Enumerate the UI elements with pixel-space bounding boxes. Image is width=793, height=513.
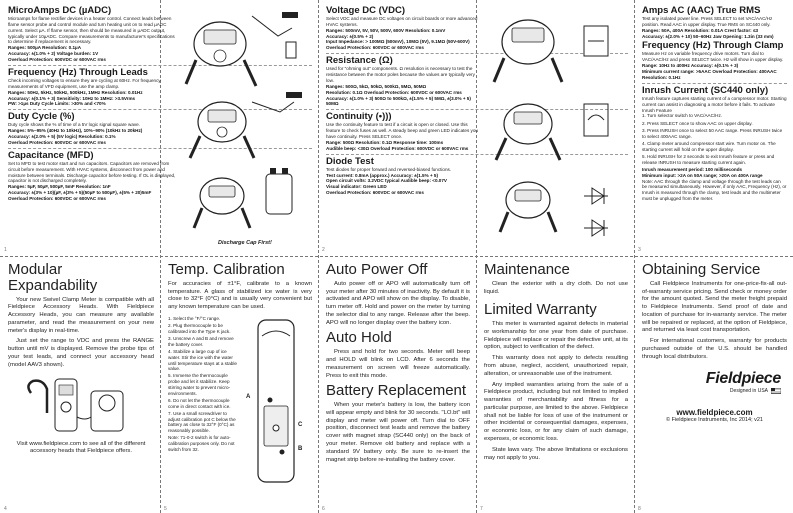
panel-modular <box>0 258 160 513</box>
resistance-spec: Resolution: 0.1Ω Overload Protection: 600VDC or 600VAC rms <box>326 89 462 95</box>
paragraph: For international customers, warranty for products purchased outside of the U.S. should be handled through local distributors. <box>642 338 787 360</box>
frequency-clamp-title: Frequency (Hz) Through Clamp <box>642 40 784 52</box>
paragraph: Just set the range to VDC and press the RANGE button until mV is displayed. Remove the probe tips of your test leads, and connect your accessory head (model AAV3 shown). <box>8 338 154 368</box>
paragraph: This meter is warranted against defects in material or workmanship for one year from date of purchase. Fieldpiece will replace or repair the defective unit, at its option, subject to verification of the defect. <box>484 321 628 351</box>
frequency-clamp-spec: Range: 10Hz to 400Hz Accuracy: ±(0.1% + 3) <box>642 63 739 69</box>
vdc-title: Voltage DC (VDC) <box>326 5 405 16</box>
list-item: 1. Select the °F/°C range. <box>168 315 221 321</box>
continuity-title: Continuity (•))) <box>326 111 392 123</box>
contact-block <box>642 408 787 423</box>
modular-title: Modular Expandability <box>8 261 98 294</box>
frequency-body: Check incoming voltages to ensure they are cycling at 60Hz. For frequency measurements of VFD equipment, use the amp clamp. <box>8 77 161 89</box>
accessory-head-icon <box>21 373 141 441</box>
paragraph: Your new Swivel Clamp Meter is compatible with all Fieldpiece Accessory Heads. With Fieldpiece Accessory Heads, you can measure any available parameter, and read the measurement on your new meter's display in real-time. <box>8 296 154 334</box>
hold-title: Auto Hold <box>326 329 392 347</box>
capacitance-title: Capacitance (MFD) <box>8 149 94 161</box>
vdc-spec: Overload Protection: 600VDC or 600VAC rms <box>326 45 424 51</box>
fold-line-horizontal <box>0 256 793 257</box>
paragraph: State laws vary. The above limitations or exclusions may not apply to you. <box>484 446 628 461</box>
section-inrush <box>642 86 787 202</box>
panel-measurements-1 <box>0 0 318 254</box>
list-item: 4. Stabilize a large cup of ice water. Stir the ice with the water until temperature stays at a stable value. <box>168 349 237 372</box>
clamp-meter-icon <box>186 22 256 86</box>
frequency-clamp-spec: Minimum current range: >5AAC Overload Protection: 400AAC <box>642 69 777 75</box>
inrush-spec: Minimum input: >2A on 50A range; >20A on 400A range <box>642 172 763 178</box>
probe-icon <box>584 104 608 136</box>
capacitor-icon <box>266 168 292 214</box>
microamps-spec: Ranges: 500µA Resolution: 0.1µA <box>8 45 82 51</box>
modular-footer: Visit www.fieldpiece.com to see all of the different accessory heads that Fieldpiece offers. <box>16 440 146 455</box>
page-number: 4 <box>4 506 7 512</box>
list-item: 5. Immerse the thermocouple probe and let it stabilize. Keep stirring water to prevent micro-environments. <box>168 373 231 396</box>
capacitance-spec: Overload Protection: 600VDC or 600VAC rms <box>8 196 106 201</box>
warranty-body <box>484 321 628 462</box>
paragraph: Press and hold for two seconds. Meter will beep and HOLD will blink on LCD. After 6 seconds the measurement on screen will freeze automatically. Press to exit this mode. <box>326 349 470 379</box>
panel-temp-calibration <box>160 258 318 513</box>
panel-power <box>318 258 476 513</box>
modular-body <box>8 297 154 370</box>
apo-title: Auto Power Off <box>326 261 428 278</box>
service-body <box>642 281 787 362</box>
maintenance-title: Maintenance <box>484 261 570 278</box>
list-item: 5. Hold INRUSH for 2 seconds to exit Inrush feature or press and release INRUSH to measure starting current again. <box>642 153 775 165</box>
resistance-spec: Accuracy: ±(1.0% + 3) 500Ω to 500kΩ, ±(1.5% + 5) 5MΩ, ±(3.0% + 5) 50MΩ <box>326 95 471 107</box>
section-frequency-clamp <box>642 41 787 83</box>
diode-icon <box>584 188 608 236</box>
paragraph: Clean the exterior with a dry cloth. Do not use liquid. <box>484 280 628 295</box>
page-number: 8 <box>638 506 641 512</box>
list-item: 2. Plug thermocouple to be calibrated into the Type K jack. <box>168 323 231 334</box>
aac-spec: Ranges: 50A, 400A Resolution: 0.01A Crest factor: ≤3 <box>642 27 759 33</box>
hold-body <box>326 349 470 380</box>
inrush-spec: Inrush measurement period: 100 milliseconds <box>642 166 743 172</box>
diode-spec: Visual indicator: Green LED <box>326 184 387 190</box>
duty-spec: Accuracy: ±(2.0% + 5) (5V logic) Resolution: 0.1% <box>8 134 116 140</box>
duty-spec: Ranges: 5%–95% (40Hz to 10kHz), 10%–90% (10kHz to 20kHz) <box>8 128 143 134</box>
frequency-clamp-spec: Resolution: 0.1Hz <box>642 74 681 80</box>
frequency-clamp-body: Measure Hz on variable frequency drive motors. Turn dial to VAC/AAC/Hz and press SELECT twice. Hz will show in upper display. <box>642 51 784 63</box>
inrush-body: Inrush feature captures starting current of a compressor motor. Starting current can assist in diagnosing a motor before it fails. To activate Inrush Feature <box>642 95 787 113</box>
apo-body <box>326 281 470 328</box>
resistance-title: Resistance (Ω) <box>326 55 393 67</box>
meter-back-icon <box>240 316 312 486</box>
maintenance-body <box>484 281 628 297</box>
duty-spec: Overload Protection: 600VDC or 600VAC rms <box>8 139 106 145</box>
calibration-steps <box>168 316 240 486</box>
paragraph: When your meter's battery is low, the battery icon will appear empty and blink for 30 seconds. "LO.bt" will display and meter will power off. Turn dial to OFF position, disconnect test leads and remove the battery cover with magnet strap (SC440 only) on the back of your meter. Remove old battery and replace with a standard 9V battery only. Be sure to re-insert the magnet strip before re-installing the battery cover. <box>326 402 470 463</box>
copyright: © Fieldpiece Instruments, Inc 2014; v21 <box>666 416 763 423</box>
calibration-title: Temp. Calibration <box>168 261 285 278</box>
section-aac <box>642 6 787 39</box>
inrush-note: Note: AAC through the clamp and voltage through the test leads can be measured simultaneously. However, if only AAC, Frequency (Hz), or Inrush is measured through the clamp, test leads and the multimeter must be unplugged from the meter. <box>642 178 787 202</box>
diode-spec: Open circuit volts: 3.2VDC typical Audible beep: <0.07V <box>326 178 447 184</box>
diode-body: Test diodes for proper forward and reversed-biased functions. <box>326 166 452 172</box>
frequency-spec: Ranges: 50Hz, 5kHz, 50kHz, 500kHz, 1MHz Resolution: 0.01Hz <box>8 89 143 95</box>
probe-icon <box>584 26 608 56</box>
aac-body: Test any isolated power line. Press SELECT to set VAC/AAC/Hz position. Read AAC in upper display. True RMS on SC440 only. <box>642 15 773 27</box>
diode-spec: Overload Protection: 600VDC or 600VAC rms <box>326 190 424 196</box>
brand-logo: Fieldpiece <box>705 369 781 387</box>
label-a: A <box>246 393 251 400</box>
microamps-title: MicroAmps DC (µADC) <box>8 5 112 16</box>
list-item: 3. Unscrew A and B and remove the battery cover. <box>168 336 234 347</box>
warranty-title: Limited Warranty <box>484 301 597 319</box>
list-item: 7. Use a small screwdriver to adjust calibration pot C below the battery as close to 32°F (0°C) as reasonably possible. <box>168 410 236 434</box>
clamp-meter-icon <box>190 102 254 158</box>
battery-title: Battery Replacement <box>326 382 467 400</box>
diode-spec: Test current: 0.8mA (approx.) Accuracy: ±(1.5% + 5) <box>326 172 438 178</box>
microamps-spec: Accuracy: ±(1.0% + 2) Voltage burden: 1V <box>8 51 99 57</box>
list-item: 6. Do not let the thermocouple come in direct contact with ice. <box>168 397 231 409</box>
list-item: 4. Clamp meter around compressor start wire. Turn motor on. The starting current will hold on the upper display. <box>642 140 776 152</box>
clamp-meter-icon <box>500 182 556 232</box>
vdc-spec: Ranges: 500mV, 5V, 50V, 500V, 600V Resolution: 0.1mV <box>326 27 446 33</box>
continuity-spec: Range: 500Ω Resolution: 0.1Ω Response time: 100ms <box>326 139 444 145</box>
resistance-spec: Ranges: 500Ω, 5kΩ, 50kΩ, 500kΩ, 5MΩ, 50MΩ <box>326 83 427 89</box>
service-title: Obtaining Service <box>642 261 761 278</box>
probe-icon <box>252 12 298 58</box>
microamps-spec: Overload Protection: 600VDC or 600VAC rms <box>8 57 106 63</box>
aac-spec: Accuracy: ±(2.0% + 10) 50–60Hz Jaw Opening: 1.3in (33 mm) <box>642 33 774 39</box>
capacitance-body: Set to MFD to test motor start and run capacitors. Capacitors are removed from circuit before measurement. With HVAC systems, disconnect from power and moisture between terminals. Discharge capacitor before testing. If OL is displayed, capacitor is not discharged completely. <box>8 160 176 184</box>
continuity-body: Use the continuity feature to test if a circuit is open or closed. Use this feature to check fuses as well. A steady beep and green LED indicates you have continuity. Press SELECT once. <box>326 122 478 140</box>
frequency-spec: PW: >1µs Duty Cycle Limits: >30% and <70% <box>8 101 106 107</box>
paragraph: This warranty does not apply to defects resulting from abuse, neglect, accident, unauthorized repair, alteration, or unreasonable use of the instrument. <box>484 355 628 377</box>
calibration-intro: For accuracies of ±1°F, calibrate to a known temperature. A glass of stabilized ice water is very close to 32°F (0°C) and is usually very convenient but any known temperature can be used. <box>168 280 312 311</box>
list-item: 2. Press SELECT once to show AAC on upper display. <box>642 120 753 126</box>
resistance-body: Used for "ohming out" components. Ω resolution is necessary to test the resistance between the motor poles because the values are typically very low. <box>326 66 475 83</box>
vdc-spec: Input Impedance: > 100MΩ (500mV), 10MΩ (5V), 9.1MΩ (50V-600V) <box>326 39 470 45</box>
label-c: C <box>298 421 303 428</box>
paragraph: Call Fieldpiece Instruments for one-price-fix-all out-of-warranty service pricing. Send check or money order for the amount quoted. Send the meter freight prepaid to Fieldpiece Instruments. Send proof of date and location of purchase for in-warranty service. The meter will be repaired or replaced, at the option of Fieldpiece, and returned via least cost transportation. <box>642 280 787 334</box>
clamp-meter-icon <box>194 178 250 228</box>
page-number: 7 <box>480 506 483 512</box>
page-number: 6 <box>322 506 325 512</box>
page-number: 1 <box>4 247 7 253</box>
capacitance-spec: Accuracy: ±(3% + 10)(µF, ±(3% + 5)(50µF to 500µF), ±(5% + 20)5mF <box>8 190 152 196</box>
clamp-meter-icon <box>494 20 562 82</box>
panel-measurements-2 <box>318 0 634 254</box>
page-number: 3 <box>638 247 641 253</box>
brand-tagline: Designed in USA <box>729 387 768 394</box>
vdc-spec: Accuracy: ±(0.5% + 2) <box>326 33 374 39</box>
panel-warranty <box>476 258 634 513</box>
discharge-caption: Discharge Cap First! <box>218 240 272 246</box>
vdc-body: Select VDC and measure DC voltages on circuit boards or more advanced HVAC systems. <box>326 15 478 27</box>
website-link[interactable]: www.fieldpiece.com <box>676 407 753 417</box>
panel-service <box>634 258 793 513</box>
list-item: Note: 71-0-2 switch is for auto-calibration purposes only. Do not switch from 32. <box>168 435 235 452</box>
clamp-meter-icon <box>496 104 560 160</box>
paragraph: Any implied warranties arising from the sale of a Fieldpiece product, including but not limited to implied warranties of merchantability and fitness for a particular purpose, are limited to the above. Fieldpiece shall not be liable for loss of use of the instrument or other incidental or consequential damages, expenses, or economic loss, or for any claim of such damage, expenses, or economic loss. <box>484 381 628 442</box>
brand-block <box>642 370 787 394</box>
inrush-steps <box>642 113 787 165</box>
continuity-spec: Audible beep: <30Ω Overload Protection: 600VDC or 600VAC rms <box>326 145 469 151</box>
capacitance-spec: Ranges: 5µF, 50µF, 500µF, 5mF Resolution: 1nF <box>8 184 111 190</box>
measurement-diagrams-2 <box>488 6 626 246</box>
label-b: B <box>298 445 303 452</box>
page-number: 2 <box>322 247 325 253</box>
paragraph: Auto power off or APO will automatically turn off your meter after 30 minutes of inactivity. By default it is activated and APO will show on the display. To disable, turn meter off. Hold and power on the meter by turning the selector dial to any range. Release after the beep. APO will no longer display over the battery icon. <box>326 280 470 326</box>
battery-body <box>326 402 470 464</box>
clamp-meter-diagrams <box>182 6 310 246</box>
flag-icon <box>771 388 781 394</box>
aac-title: Amps AC (AAC) True RMS <box>642 5 761 16</box>
frequency-title: Frequency (Hz) Through Leads <box>8 66 148 78</box>
panel-measurements-3 <box>634 0 793 254</box>
page-number: 5 <box>164 506 167 512</box>
microamps-body: Microamps for flame rectifier devices in a heater control. Connect leads between flame sensor probe and control module and turn heating unit on to read µADC current. Select µA. If flame sensor, then should be measured in µADC output, typically under 10µADC. Compare measurements to manufacturer's specifications to determine if replacement is necessary. <box>8 15 175 45</box>
duty-title: Duty Cycle (%) <box>8 111 75 123</box>
duty-body: Duty cycle shows the % of time of a 5V logic signal square wave. <box>8 122 141 128</box>
inrush-title: Inrush Current (SC440 only) <box>642 84 769 96</box>
list-item: 1. Turn selector switch to VAC/AAC/Hz. <box>642 113 723 119</box>
probe-icon <box>252 92 302 112</box>
list-item: 3. Press INRUSH once to select 50 AAC range. Press INRUSH twice to select 400AAC range. <box>642 127 783 139</box>
frequency-spec: Accuracy: ±(0.1% + 3) Sensitivity: 10Hz to 1MHz: >3.5Vrms <box>8 95 136 101</box>
diode-title: Diode Test <box>326 155 374 167</box>
